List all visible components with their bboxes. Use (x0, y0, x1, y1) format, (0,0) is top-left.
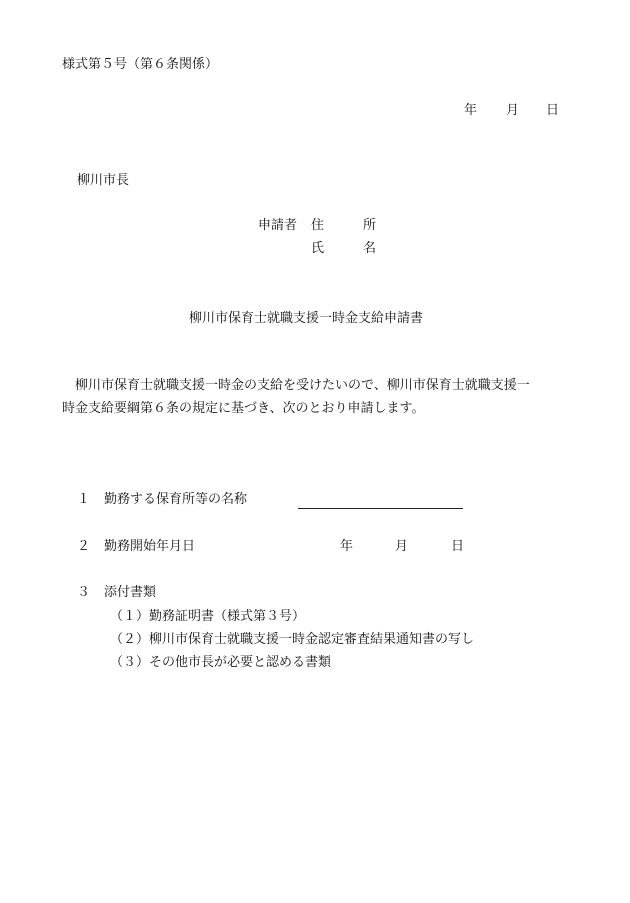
addressee: 柳川市長 (77, 173, 130, 188)
applicant-address-label: 住 所 (311, 218, 377, 233)
item-2-number: ２ (77, 539, 91, 554)
document-title: 柳川市保育士就職支援一時金支給申請書 (189, 311, 424, 326)
item-2-day-label: 日 (451, 539, 465, 554)
date-year-label: 年 (464, 103, 478, 118)
item-3-number: ３ (77, 585, 91, 600)
item-2-year-label: 年 (340, 539, 354, 554)
body-text-line-2: 時金支給要綱第６条の規定に基づき、次のとおり申請します。 (62, 401, 425, 416)
item-3-label: 添付書類 (104, 585, 157, 600)
item-1-label: 勤務する保育所等の名称 (104, 492, 248, 507)
attachment-item-3: （３）その他市長が必要と認める書類 (110, 655, 332, 670)
applicant-label: 申請者 (258, 218, 298, 233)
item-1-number: １ (77, 492, 91, 507)
attachment-item-2: （２）柳川市保育士就職支援一時金認定審査結果通知書の写し (110, 632, 475, 647)
item-2-month-label: 月 (395, 539, 409, 554)
item-2-label: 勤務開始年月日 (104, 539, 196, 554)
facility-name-field-line (298, 508, 463, 509)
date-month-label: 月 (506, 103, 520, 118)
attachment-item-1: （１）勤務証明書（様式第３号） (110, 609, 306, 624)
date-day-label: 日 (546, 103, 560, 118)
form-number: 様式第５号（第６条関係） (62, 57, 219, 72)
applicant-name-label: 氏 名 (311, 241, 377, 256)
body-text-line-1: 柳川市保育士就職支援一時金の支給を受けたいので、柳川市保育士就職支援一 (75, 378, 530, 393)
